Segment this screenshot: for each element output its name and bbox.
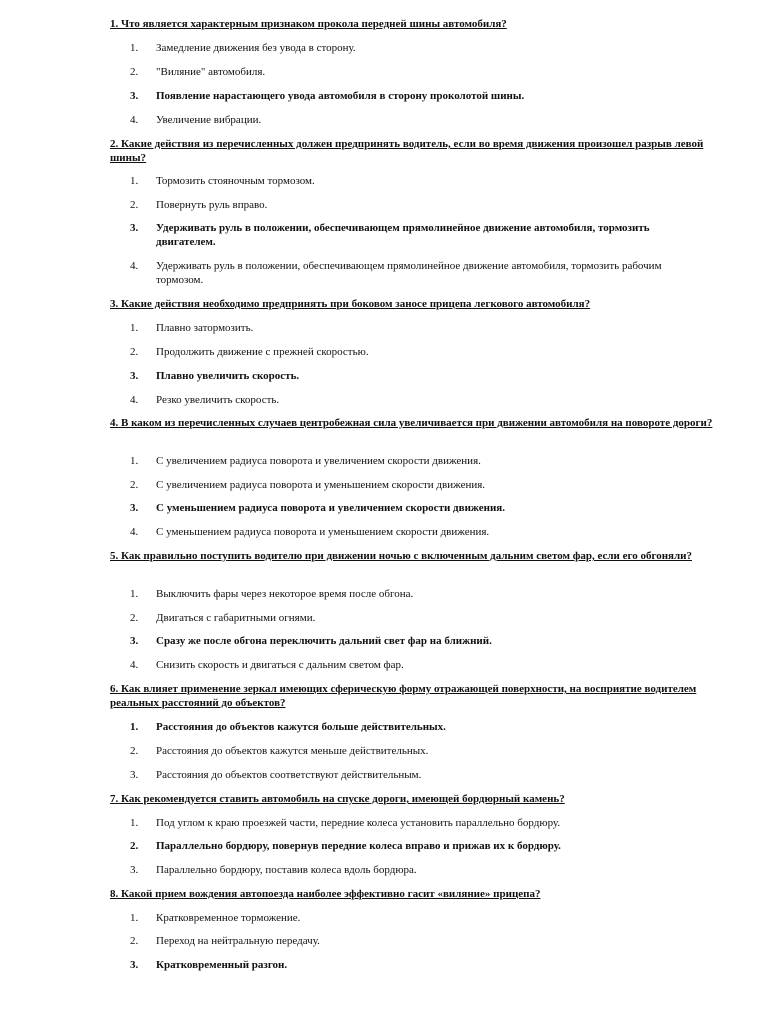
question-1: 1. Что является характерным признаком прокола передней шины автомобиля?	[110, 18, 507, 30]
answer-2-1: 1. Тормозить стояночным тормозом.	[130, 175, 315, 187]
answer-5-3-correct: 3. Сразу же после обгона переключить дальний свет фар на ближний.	[130, 635, 492, 647]
answer-5-1: 1. Выключить фары через некоторое время после обгона.	[130, 588, 414, 600]
answer-1-1: 1. Замедление движения без увода в сторону.	[130, 42, 356, 54]
answer-7-1: 1. Под углом к краю проезжей части, передние колеса установить параллельно бордюру.	[130, 817, 561, 829]
answer-8-3-correct: 3. Кратковременный разгон.	[130, 959, 288, 971]
answer-3-2: 2. Продолжить движение с прежней скоростью.	[130, 346, 369, 358]
answer-6-3: 3. Расстояния до объектов соответствуют действительным.	[130, 769, 422, 781]
question-5: 5. Как правильно поступить водителю при движении ночью с включенным дальним светом фар, если его обгоняли?	[110, 550, 692, 562]
answer-3-3-correct: 3. Плавно увеличить скорость.	[130, 370, 300, 382]
answer-2-3-correct: 3. Удерживать руль в положении, обеспечивающем прямолинейное движение автомобиля, тормозить двигателем.	[130, 222, 650, 248]
answer-8-2: 2. Переход на нейтральную передачу.	[130, 935, 320, 947]
answer-3-4: 4. Резко увеличить скорость.	[130, 394, 280, 406]
question-6: 6. Как влияет применение зеркал имеющих сферическую форму отражающей поверхности, на восприятие водителем реальных расстояний до объектов?	[110, 683, 697, 709]
answer-1-3-correct: 3. Появление нарастающего увода автомобиля в сторону проколотой шины.	[130, 90, 525, 102]
question-7: 7. Как рекомендуется ставить автомобиль на спуске дороги, имеющей бордюрный камень?	[110, 793, 565, 805]
answer-5-4: 4. Снизить скорость и двигаться с дальним светом фар.	[130, 659, 404, 671]
answer-4-3-correct: 3. С уменьшением радиуса поворота и увеличением скорости движения.	[130, 502, 505, 514]
answer-8-1: 1. Кратковременное торможение.	[130, 912, 301, 924]
answer-6-1-correct: 1. Расстояния до объектов кажутся больше действительных.	[130, 721, 446, 733]
answer-4-4: 4. С уменьшением радиуса поворота и уменьшением скорости движения.	[130, 526, 490, 538]
question-4: 4. В каком из перечисленных случаев центробежная сила увеличивается при движении автомобиля на повороте дороги?	[110, 417, 713, 429]
answer-6-2: 2. Расстояния до объектов кажутся меньше действительных.	[130, 745, 429, 757]
answer-5-2: 2. Двигаться с габаритными огнями.	[130, 612, 316, 624]
question-2: 2. Какие действия из перечисленных должен предпринять водитель, если во время движения произошел разрыв левой шины?	[110, 138, 704, 164]
answer-4-2: 2. С увеличением радиуса поворота и уменьшением скорости движения.	[130, 479, 486, 491]
answer-1-2: 2. "Виляние" автомобиля.	[130, 66, 266, 78]
answer-2-2: 2. Повернуть руль вправо.	[130, 199, 268, 211]
question-3: 3. Какие действия необходимо предпринять при боковом заносе прицепа легкового автомобиля?	[110, 298, 591, 310]
answer-2-4: 4. Удерживать руль в положении, обеспечивающем прямолинейное движение автомобиля, тормозить рабочим тормозом.	[130, 260, 662, 286]
answer-3-1: 1. Плавно затормозить.	[130, 322, 254, 334]
answer-1-4: 4. Увеличение вибрации.	[130, 114, 262, 126]
answer-7-3: 3. Параллельно бордюру, поставив колеса вдоль бордюра.	[130, 864, 417, 876]
question-8: 8. Какой прием вождения автопоезда наиболее эффективно гасит «виляние» прицепа?	[110, 888, 541, 900]
answer-4-1: 1. С увеличением радиуса поворота и увеличением скорости движения.	[130, 455, 481, 467]
answer-7-2-correct: 2. Параллельно бордюру, повернув передние колеса вправо и прижав их к бордюру.	[130, 840, 561, 852]
